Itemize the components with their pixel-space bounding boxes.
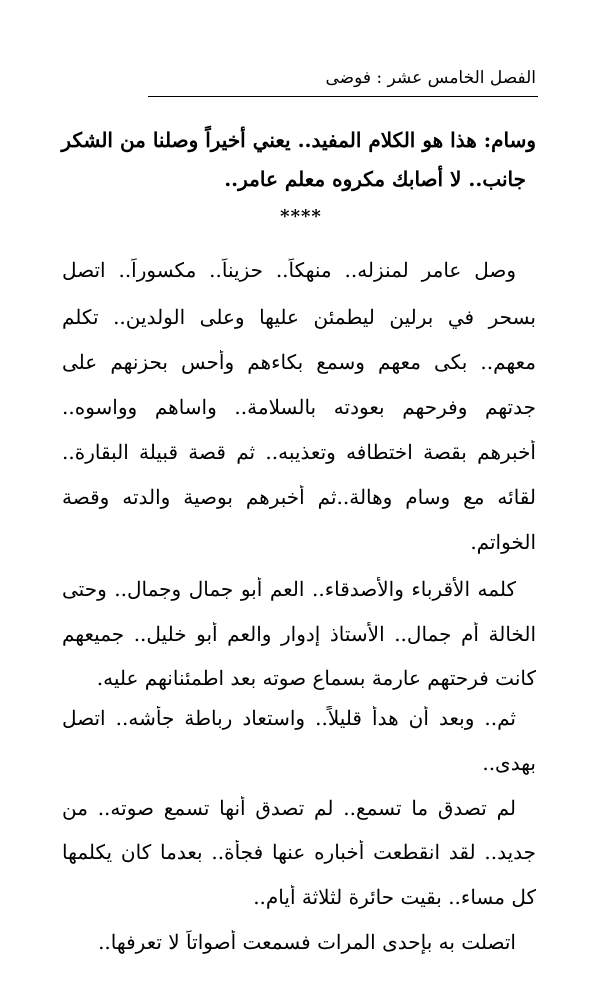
paragraph-line: اتصلت به بإحدى المرات فسمعت أصواتاً لا تعرفها..	[98, 930, 516, 954]
paragraph-line: وصل عامر لمنزله.. منهكاً.. حزيناً.. مكسوراً.. اتصل	[62, 258, 516, 282]
paragraph-line: معهم.. بكى معهم وسمع بكاءهم وأحس بحزنهم على	[62, 350, 536, 374]
paragraph-line: بهدى..	[482, 751, 536, 775]
paragraph-line: كانت فرحتهم عارمة بسماع صوته بعد اطمئنانهم عليه.	[96, 666, 536, 690]
paragraph-line: جديد.. لقد انقطعت أخباره عنها فجأة.. بعدما كان يكلمها	[62, 840, 536, 864]
paragraph-line: لقائه مع وسام وهالة..ثم أخبرهم بوصية والدته وقصة	[62, 485, 536, 509]
chapter-header: الفصل الخامس عشر : فوضى	[325, 68, 536, 88]
paragraph-line: الخواتم.	[470, 530, 536, 554]
paragraph-line: بسحر في برلين ليطمئن عليها وعلى الولدين.. تكلم	[62, 305, 536, 329]
dialogue-line: وسام: هذا هو الكلام المفيد.. يعني أخيراً وصلنا من الشكر	[61, 128, 536, 152]
section-separator: ****	[280, 206, 322, 227]
header-rule	[148, 96, 538, 97]
paragraph-line: ثم.. وبعد أن هدأ قليلاً.. واستعاد رباطة جأشه.. اتصل	[62, 706, 516, 730]
paragraph-line: جدتهم وفرحهم بعودته بالسلامة.. واساهم وواسوه..	[62, 395, 536, 419]
dialogue-line: جانب.. لا أصابك مكروه معلم عامر..	[224, 167, 526, 191]
paragraph-line: أخبرهم بقصة اختطافه وتعذيبه.. ثم قصة قبيلة البقارة..	[62, 440, 536, 464]
paragraph-line: كل مساء.. بقيت حائرة لثلاثة أيام..	[253, 885, 536, 909]
paragraph-line: كلمه الأقرباء والأصدقاء.. العم أبو جمال وجمال.. وحتى	[62, 577, 516, 601]
paragraph-line: لم تصدق ما تسمع.. لم تصدق أنها تسمع صوته.. من	[62, 796, 516, 820]
paragraph-line: الخالة أم جمال.. الأستاذ إدوار والعم أبو خليل.. جميعهم	[62, 622, 536, 646]
